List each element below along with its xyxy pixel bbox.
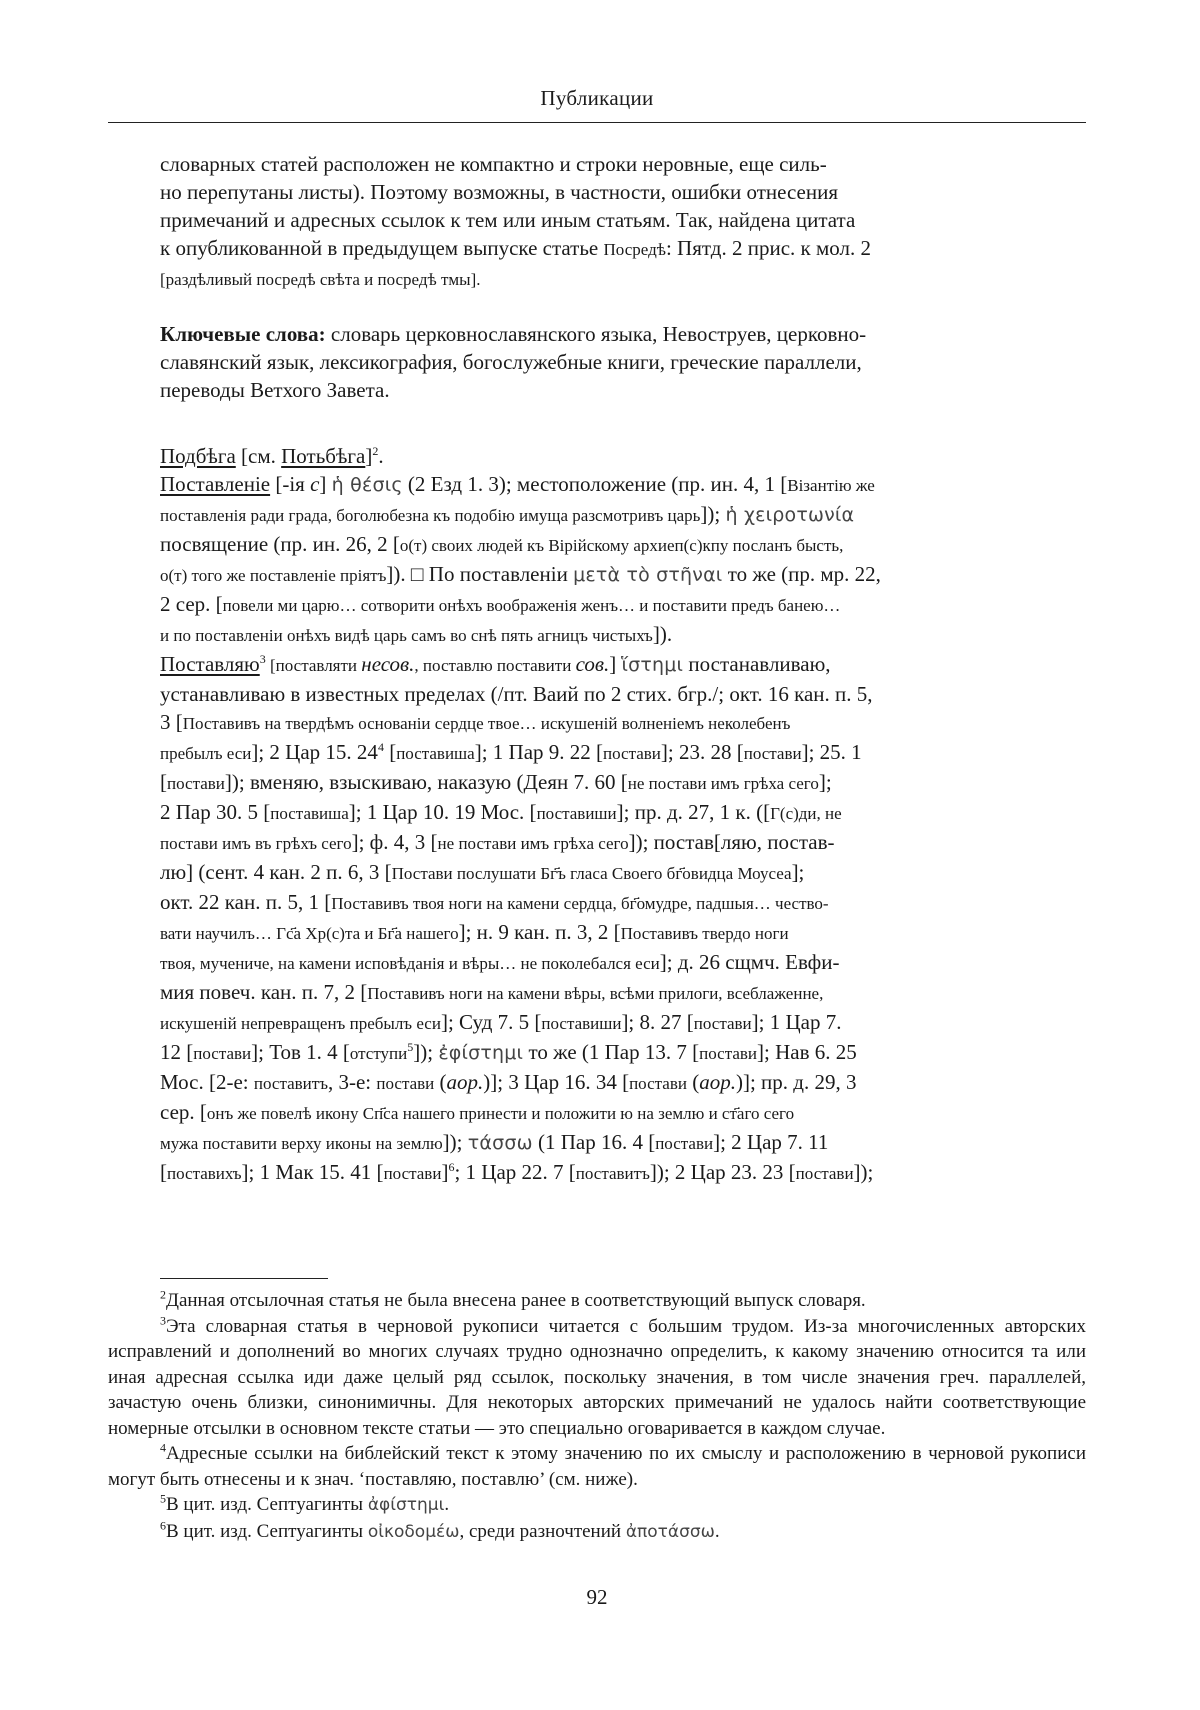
keywords-text: словарь церковнославянского языка, Невоструев, церковно- bbox=[325, 322, 867, 346]
footnote-ref: 5 bbox=[407, 1040, 414, 1054]
text-span: ]; ф. 4, 3 [ bbox=[351, 830, 438, 854]
text-span: ]; Суд 7. 5 [ bbox=[440, 1010, 542, 1034]
slavonic-quote: о(т) своих людей къ Вірійскому архиеп(с)кпу посланъ бысть, bbox=[399, 536, 844, 555]
greek-parallel: ἐφίστημι bbox=[438, 1042, 524, 1064]
intro-line bbox=[160, 206, 1032, 234]
slavonic-quote: Поставивъ твоя ноги на камени сердца, бг҃омудре, падшыя… чество- bbox=[331, 894, 829, 913]
footnote-rule bbox=[160, 1278, 328, 1279]
text-span: но перепутаны листы). Поэтому возможны, в частности, ошибки отнесения bbox=[160, 180, 838, 204]
text-span: ] bbox=[441, 1160, 449, 1184]
text-span: мия повеч. кан. п. 7, 2 [ bbox=[160, 980, 368, 1004]
footnote-text: Данная отсылочная статья не была внесена ранее в соответствующий выпуск словаря. bbox=[166, 1290, 866, 1311]
text-span: ]; д. 26 сщмч. Евфи- bbox=[659, 950, 840, 974]
entry-line bbox=[160, 530, 1032, 560]
text-span: ]); 2 Цар 23. 23 [ bbox=[649, 1160, 796, 1184]
text-span: ]). bbox=[652, 622, 673, 646]
text-span: к опубликованной в предыдущем выпуске статье bbox=[160, 236, 604, 260]
footnote-text: Адресные ссылки на библейский текст к этому значению по их смыслу и расположению в черновой рукописи могут быть отнесены и к знач. ‘поставляю, поставлю’ (см. ниже). bbox=[108, 1443, 1086, 1490]
intro-line bbox=[160, 178, 1032, 206]
text-span: окт. 22 кан. п. 5, 1 [ bbox=[160, 890, 332, 914]
footnote-4 bbox=[108, 1441, 1086, 1492]
text-span: ]); bbox=[413, 1040, 439, 1064]
text-span: 3 [ bbox=[160, 710, 183, 734]
keywords-line bbox=[160, 376, 1032, 404]
slavonic-quote: постави bbox=[603, 744, 661, 763]
entry-line bbox=[160, 1038, 1032, 1068]
entry-line bbox=[160, 1158, 1032, 1188]
text-span: ]); постав[ляю, постав- bbox=[628, 830, 835, 854]
text-span: ]); bbox=[700, 502, 726, 526]
text-span: ( bbox=[434, 1070, 447, 1094]
text-span: лю] (сент. 4 кан. 2 п. 6, 3 [ bbox=[160, 860, 392, 884]
slavonic-quote: постави имъ въ грѣхъ сего bbox=[160, 834, 352, 853]
footnote-ref: 3 bbox=[259, 652, 266, 666]
text-span: 2 Пар 30. 5 [ bbox=[160, 800, 271, 824]
gender-mark: с bbox=[310, 472, 320, 496]
slavonic-quote: постави bbox=[795, 1164, 854, 1183]
text-span: ]); вменяю, взыскиваю, наказую (Деян 7. 60 [ bbox=[224, 770, 628, 794]
cross-reference: Потьбѣга bbox=[281, 444, 366, 468]
text-span: : Пятд. 2 прис. к мол. 2 bbox=[665, 236, 871, 260]
intro-paragraph bbox=[160, 150, 1032, 294]
text-span: то же (1 Пар 13. 7 [ bbox=[523, 1040, 700, 1064]
greek-word: ἀφίστημι bbox=[367, 1495, 445, 1515]
aspect-mark: несов. bbox=[361, 652, 415, 676]
text-span: постанавливаю, bbox=[683, 652, 831, 676]
slavonic-quote: Поставивъ на твердѣмъ основаніи сердце твое… искушеній волненіемъ неколебенъ bbox=[182, 714, 791, 733]
text-span: [-ія bbox=[270, 472, 311, 496]
text-span: примечаний и адресных ссылок к тем или иным статьям. Так, найдена цитата bbox=[160, 208, 856, 232]
keywords-text: переводы Ветхого Завета. bbox=[160, 378, 390, 402]
slavonic-word: Посредѣ bbox=[603, 240, 666, 259]
keywords-text: славянский язык, лексикография, богослужебные книги, греческие параллели, bbox=[160, 350, 862, 374]
slavonic-quote: постави bbox=[383, 1164, 442, 1183]
slavonic-quote: постави bbox=[376, 1074, 435, 1093]
text-span: )]; 3 Цар 16. 34 [ bbox=[483, 1070, 630, 1094]
intro-line bbox=[160, 150, 1032, 178]
entry-line bbox=[160, 798, 1032, 828]
slavonic-form: , поставлю поставити bbox=[414, 656, 576, 675]
footnote-ref: 4 bbox=[377, 740, 384, 754]
text-span: , 3-е: bbox=[327, 1070, 377, 1094]
footnote-text: В цит. изд. Септуагинты bbox=[166, 1494, 368, 1515]
slavonic-quote: твоя, мучениче, на камени исповѣданія и вѣры… не поколебался еси bbox=[160, 954, 660, 973]
slavonic-quote: поставленія ради града, боголюбезна къ подобію имуща разсмотривъ царь bbox=[160, 506, 701, 525]
entry-line bbox=[160, 650, 1032, 680]
slavonic-form: [поставляти bbox=[265, 656, 362, 675]
text-span: ]; пр. д. 27, 1 к. ([ bbox=[616, 800, 771, 824]
dictionary-entry-postavlyayu bbox=[160, 650, 1032, 1188]
entry-line bbox=[160, 1098, 1032, 1128]
text-span: (2 Езд 1. 3); местоположение (пр. ин. 4, 1 [ bbox=[402, 472, 788, 496]
slavonic-quote: Поставивъ ноги на камени вѣры, всѣми прилоги, всеблаженне, bbox=[367, 984, 824, 1003]
slavonic-quote: поставиши bbox=[536, 804, 617, 823]
text-span: устанавливаю в известных пределах (/пт. Ваий по 2 стих. бгр./; окт. 16 кан. п. 5, bbox=[160, 682, 873, 706]
slavonic-quote: поставиша bbox=[396, 744, 475, 763]
text-span: ] bbox=[365, 444, 373, 468]
entry-line bbox=[160, 560, 1032, 590]
keywords-paragraph bbox=[160, 320, 1032, 404]
footnote-5 bbox=[108, 1492, 1086, 1519]
text-span: [ bbox=[383, 740, 397, 764]
footnote-number: 2 bbox=[160, 1287, 166, 1302]
slavonic-quote: Постави послушати Бг҃ъ гласа Своего бг҃овидца Моусеа bbox=[391, 864, 792, 883]
intro-line bbox=[160, 234, 1032, 264]
entry-line bbox=[160, 1008, 1032, 1038]
text-span: посвящение (пр. ин. 26, 2 [ bbox=[160, 532, 400, 556]
footnote-2 bbox=[108, 1288, 1086, 1314]
footnote-number: 4 bbox=[160, 1440, 166, 1455]
text-span: [ bbox=[160, 770, 167, 794]
dictionary-entry-podbega bbox=[160, 442, 1032, 470]
footnote-text: . bbox=[714, 1520, 720, 1542]
text-span: ]; 1 Цар 10. 19 Мос. [ bbox=[348, 800, 537, 824]
text-span: ]; 25. 1 bbox=[801, 740, 862, 764]
entry-line bbox=[160, 500, 1032, 530]
text-span: ] bbox=[609, 652, 622, 676]
text-span: 12 [ bbox=[160, 1040, 194, 1064]
greek-parallel: ἵστημι bbox=[621, 654, 684, 676]
footnote-6 bbox=[108, 1519, 1086, 1546]
main-text bbox=[160, 150, 1032, 1188]
entry-line bbox=[160, 620, 1032, 650]
greek-parallel: τάσσω bbox=[467, 1132, 533, 1154]
slavonic-quote: искушеній непревращенъ пребылъ еси bbox=[160, 1014, 441, 1033]
footnote-ref: 2 bbox=[372, 444, 379, 458]
entry-line bbox=[160, 768, 1032, 798]
text-span: то же (пр. мр. 22, bbox=[722, 562, 881, 586]
text-span: ]; 1 Мак 15. 41 [ bbox=[241, 1160, 384, 1184]
slavonic-quote: Візантію же bbox=[787, 476, 875, 495]
text-span: ] bbox=[319, 472, 332, 496]
slavonic-quote: и по поставленіи онѣхъ видѣ царь самъ во снѣ пять агницъ чистыхъ bbox=[160, 626, 653, 645]
text-span: (1 Пар 16. 4 [ bbox=[532, 1130, 656, 1154]
text-span: ]; 2 Цар 7. 11 bbox=[713, 1130, 829, 1154]
text-span: ]; 2 Цар 15. 24 bbox=[251, 740, 378, 764]
footnote-text: , среди разночтений bbox=[459, 1520, 626, 1542]
headword: Поставляю bbox=[160, 652, 260, 676]
text-span: ]; Нав 6. 25 bbox=[757, 1040, 857, 1064]
text-span: ]). □ По поставленіи bbox=[386, 562, 574, 586]
slavonic-quote: повели ми царю… сотворити онѣхъ воображенія женъ… и поставити предъ банею… bbox=[222, 596, 841, 615]
footnote-text: В цит. изд. Септуагинты bbox=[166, 1520, 368, 1542]
grammar-mark: аор. bbox=[699, 1070, 736, 1094]
slavonic-quote: поставитъ bbox=[575, 1164, 650, 1183]
slavonic-quote: не постави имъ грѣха сего bbox=[627, 774, 819, 793]
aspect-mark: сов. bbox=[575, 652, 610, 676]
keywords-line bbox=[160, 320, 1032, 348]
header-rule bbox=[108, 122, 1086, 123]
footnote-number: 5 bbox=[160, 1491, 166, 1506]
text-span: ]; bbox=[791, 860, 805, 884]
footnote-3 bbox=[108, 1314, 1086, 1442]
text-span: )]; пр. д. 29, 3 bbox=[735, 1070, 857, 1094]
entry-line bbox=[160, 590, 1032, 620]
footnote-ref: 6 bbox=[448, 1160, 455, 1174]
slavonic-quote: постави bbox=[167, 774, 225, 793]
greek-parallel: ἡ θέσις bbox=[331, 474, 403, 496]
slavonic-quote: постави bbox=[629, 1074, 687, 1093]
headword: Подбѣга bbox=[160, 444, 236, 468]
slavonic-quote: Г(с)ди, не bbox=[770, 804, 842, 823]
text-span: ]; bbox=[818, 770, 832, 794]
headword: Поставленіе bbox=[160, 472, 271, 496]
text-span: словарных статей расположен не компактно и строки неровные, еще силь- bbox=[160, 152, 827, 176]
entry-line bbox=[160, 858, 1032, 888]
text-span: ]); bbox=[442, 1130, 468, 1154]
text-span: ; 1 Цар 22. 7 [ bbox=[454, 1160, 576, 1184]
text-span: ]; 1 Пар 9. 22 [ bbox=[474, 740, 604, 764]
slavonic-quote: постави bbox=[693, 1014, 752, 1033]
slavonic-quote: поставихъ bbox=[167, 1164, 242, 1183]
text-span: ]; 1 Цар 7. bbox=[751, 1010, 842, 1034]
keywords-line bbox=[160, 348, 1032, 376]
slavonic-quote: поставиша bbox=[270, 804, 349, 823]
slavonic-quote: Поставивъ твердо ноги bbox=[620, 924, 789, 943]
text-span: [ bbox=[160, 1160, 167, 1184]
entry-line bbox=[160, 1068, 1032, 1098]
slavonic-quote: о(т) того же поставленіе пріятъ bbox=[160, 566, 387, 585]
entry-line bbox=[160, 708, 1032, 738]
greek-word: οἰκοδομέω bbox=[367, 1521, 460, 1542]
text-span: сер. [ bbox=[160, 1100, 207, 1124]
greek-word: ἀποτάσσω bbox=[625, 1521, 715, 1542]
slavonic-quote: постави bbox=[655, 1134, 714, 1153]
text-span: 2 сер. [ bbox=[160, 592, 223, 616]
slavonic-quote: мужа поставити верху иконы на землю bbox=[160, 1134, 443, 1153]
slavonic-quote: онъ же повелѣ икону Сп҃са нашего принести и положити ю на землю и ст҃аго сего bbox=[206, 1104, 795, 1123]
slavonic-quote: постави bbox=[743, 744, 802, 763]
text-span: Мос. [2-е: bbox=[160, 1070, 254, 1094]
slavonic-quote: поставитъ bbox=[253, 1074, 328, 1093]
text-span: ( bbox=[686, 1070, 700, 1094]
intro-line bbox=[160, 264, 1032, 294]
slavonic-quote: пребылъ еси bbox=[160, 744, 252, 763]
text-span: ]); bbox=[853, 1160, 874, 1184]
entry-line bbox=[160, 978, 1032, 1008]
footnote-number: 3 bbox=[160, 1313, 166, 1328]
entry-line bbox=[160, 1128, 1032, 1158]
slavonic-quote: вати научилъ… Гс҃а Хр(с)та и Бг҃а нашего bbox=[160, 924, 459, 943]
slavonic-quote: постави bbox=[193, 1044, 252, 1063]
grammar-mark: аор. bbox=[446, 1070, 484, 1094]
page-number: 92 bbox=[586, 1585, 608, 1609]
greek-parallel: ἡ χειροτωνία bbox=[725, 504, 855, 526]
slavonic-quote: [раздѣливый посредѣ свѣта и посредѣ тмы]. bbox=[160, 270, 481, 289]
text-span: ]; 8. 27 [ bbox=[621, 1010, 694, 1034]
text-span: ]; Тов 1. 4 [ bbox=[251, 1040, 350, 1064]
entry-line bbox=[160, 680, 1032, 708]
text-span: ]; н. 9 кан. п. 3, 2 [ bbox=[458, 920, 621, 944]
footnotes bbox=[108, 1288, 1086, 1545]
slavonic-quote: не постави имъ грѣха сего bbox=[437, 834, 629, 853]
text-span: ]; 23. 28 [ bbox=[660, 740, 744, 764]
slavonic-quote: постави bbox=[699, 1044, 757, 1063]
greek-parallel: μετὰ τὸ στῆναι bbox=[573, 564, 723, 586]
footnote-text: Эта словарная статья в черновой рукописи читается с большим трудом. Из-за многочисленных авторских исправлений и дополнений во многих случаях трудно однозначно определить, к какому значению относится та или иная адресная ссылка иди даже целый ряд ссылок, поскольку значения, в том числе значения греч. параллелей, зачастую очень близки, синонимичны. Для некоторых авторских примечаний не удалось найти соответствующие номерные отсылки в основном тексте статьи — это специально оговаривается в каждом случае. bbox=[108, 1315, 1086, 1439]
entry-line bbox=[160, 470, 1032, 500]
entry-line bbox=[160, 918, 1032, 948]
text-span: [см. bbox=[235, 444, 282, 468]
entry-line bbox=[160, 948, 1032, 978]
slavonic-quote: поставиши bbox=[541, 1014, 622, 1033]
footnote-text: . bbox=[444, 1494, 450, 1515]
entry-line bbox=[160, 738, 1032, 768]
entry-line bbox=[160, 888, 1032, 918]
running-header: Публикации bbox=[540, 86, 654, 110]
dictionary-entry-postavlenie bbox=[160, 470, 1032, 650]
entry-line bbox=[160, 828, 1032, 858]
slavonic-quote: отступи bbox=[349, 1044, 408, 1063]
keywords-label: Ключевые слова: bbox=[160, 322, 326, 346]
footnote-number: 6 bbox=[160, 1518, 166, 1533]
text-span: . bbox=[378, 444, 384, 468]
